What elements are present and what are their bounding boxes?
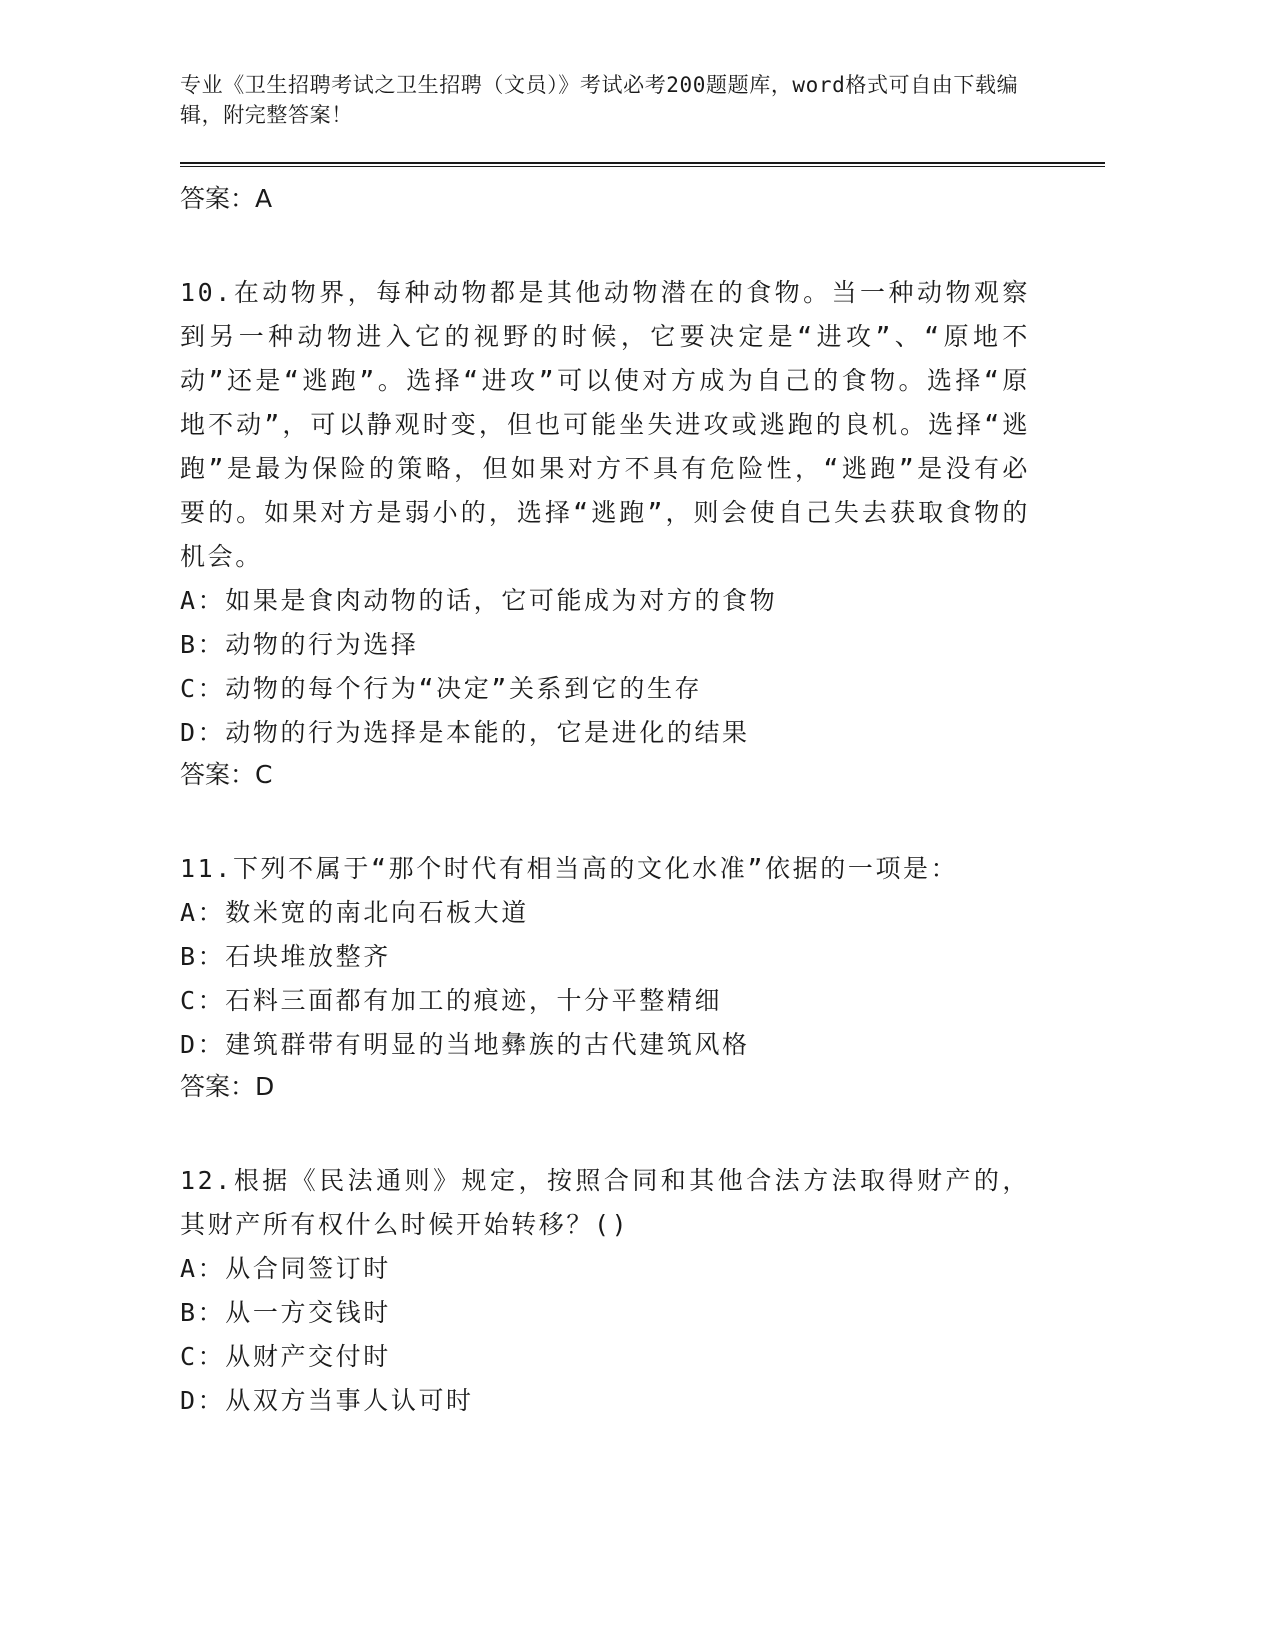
option-c: C：动物的每个行为“决定”关系到它的生存 [180, 674, 703, 703]
header-divider [180, 162, 1105, 167]
question-11 [180, 847, 1105, 1111]
option-d: D：从双方当事人认可时 [180, 1386, 474, 1415]
document-header: 专业《卫生招聘考试之卫生招聘（文员）》考试必考200题题库，word格式可自由下载编辑，附完整答案！ [180, 73, 1019, 127]
question-stem: 11.下列不属于“那个时代有相当高的文化水准”依据的一项是： [180, 854, 959, 883]
option-d: D：建筑群带有明显的当地彝族的古代建筑风格 [180, 1030, 750, 1059]
option-c: C：从财产交付时 [180, 1342, 391, 1371]
option-c: C：石料三面都有加工的痕迹，十分平整精细 [180, 986, 723, 1015]
question-10 [180, 271, 1105, 799]
option-b: B：动物的行为选择 [180, 630, 419, 659]
previous-answer: 答案：A [180, 184, 273, 213]
option-d: D：动物的行为选择是本能的，它是进化的结果 [180, 718, 750, 747]
option-a: A：如果是食肉动物的话，它可能成为对方的食物 [180, 586, 778, 615]
option-a: A：数米宽的南北向石板大道 [180, 898, 529, 927]
option-a: A：从合同签订时 [180, 1254, 391, 1283]
answer-line: 答案：D [180, 1072, 275, 1101]
answer-line: 答案：C [180, 760, 273, 789]
option-b: B：石块堆放整齐 [180, 942, 391, 971]
question-stem: 10.在动物界，每种动物都是其他动物潜在的食物。当一种动物观察到另一种动物进入它的视野的时候，它要决定是“进攻”、“原地不动”还是“逃跑”。选择“进攻”可以使对方成为自己的食物。选择“原地不动”，可以静观时变，但也可能坐失进攻或逃跑的良机。选择“逃跑”是最为保险的策略，但如果对方不具有危险性，“逃跑”是没有必要的。如果对方是弱小的，选择“逃跑”，则会使自己失去获取食物的机会。 [180, 278, 1030, 571]
question-12 [180, 1159, 1105, 1423]
question-stem: 12.根据《民法通则》规定，按照合同和其他合法方法取得财产的，其财产所有权什么时候开始转移？() [180, 1166, 1030, 1239]
option-b: B：从一方交钱时 [180, 1298, 391, 1327]
document-page [180, 70, 1105, 1423]
